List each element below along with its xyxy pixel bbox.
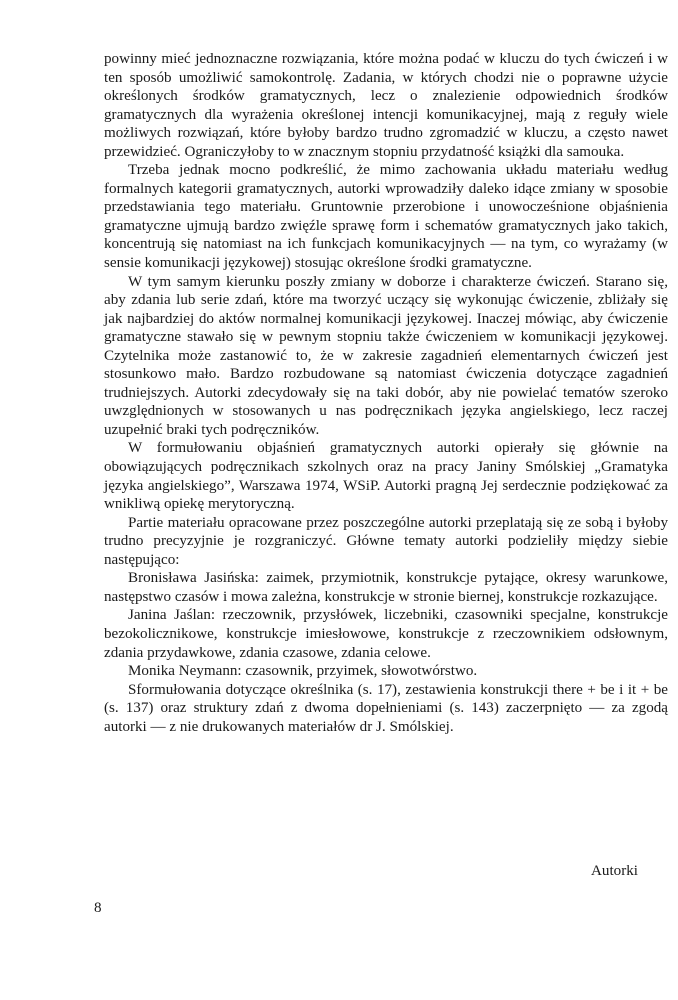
paragraph: Monika Neymann: czasownik, przyimek, słowotwórstwo. (128, 663, 478, 680)
paragraph: Sformułowania dotyczące określnika (s. 17), zestawienia konstrukcji there + be i it + be (s. 137) oraz struktury zdań z dwoma dopełnieniami (s. 143) zaczerpnięto — za zgodą autorki — z nie drukowanych materiałów dr J. Smólskiej. (104, 681, 668, 735)
paragraph: powinny mieć jednoznaczne rozwiązania, które można podać w kluczu do tych ćwiczeń i w ten sposób umożliwić samokontrolę. Zadania, w których chodzi nie o poprawne użycie określonych środków gramatycznych, lecz o znalezienie odpowiednich środków gramatycznych dla wyrażenia określonej intencji komunikacyjnej, mają z reguły wiele możliwych rozwiązań, które byłoby bardzo trudno zgromadzić w kluczu, a często nawet przewidzieć. Ograniczyłoby to w znacznym stopniu przydatność książki dla samouka. (104, 51, 668, 160)
paragraph: W formułowaniu objaśnień gramatycznych autorki opierały się głównie na obowiązujących podręcznikach szkolnych oraz na pracy Janiny Smólskiej „Gramatyka języka angielskiego”, Warszawa 1974, WSiP. Autorki pragną Jej serdecznie podziękować za wnikliwą opiekę merytoryczną. (104, 440, 668, 513)
paragraph: Bronisława Jasińska: zaimek, przymiotnik, konstrukcje pytające, okresy warunkowe, następstwo czasów i mowa zależna, konstrukcje w stronie biernej, konstrukcje rozkazujące. (104, 570, 668, 605)
paragraph: Janina Jaślan: rzeczownik, przysłówek, liczebniki, czasowniki specjalne, konstrukcje bezokolicznikowe, konstrukcje imiesłowowe, konstrukcje z rzeczownikiem odsłownym, zdania przydawkowe, zdania czasowe, zdania celowe. (104, 607, 668, 661)
paragraph: W tym samym kierunku poszły zmiany w doborze i charakterze ćwiczeń. Starano się, aby zdania lub serie zdań, które ma tworzyć uczący się wykonując ćwiczenie, zbliżały się jak najbardziej do aktów normalnej komunikacji językowej. Inaczej mówiąc, aby ćwiczenie gramatyczne stawało się w pewnym stopniu także ćwiczeniem w komunikacji językowej. Czytelnika może zastanowić to, że w zakresie zagadnień elementarnych ćwiczeń jest stosunkowo mało. Bardzo rozbudowane są natomiast ćwiczenia dotyczące zagadnień trudniejszych. Autorki zdecydowały się na taki dobór, aby nie powielać tematów szeroko uwzględnionych w stosowanych u nas podręcznikach języka angielskiego, lecz raczej uzupełnić braki tych podręczników. (104, 273, 668, 438)
signature: Autorki (591, 863, 638, 879)
paragraph: Partie materiału opracowane przez poszczególne autorki przeplatają się ze sobą i byłoby trudno precyzyjnie je rozgraniczyć. Główne tematy autorki podzieliły między siebie następująco: (104, 514, 668, 568)
body-text (104, 50, 668, 736)
page-number: 8 (94, 900, 102, 916)
paragraph: Trzeba jednak mocno podkreślić, że mimo zachowania układu materiału według formalnych kategorii gramatycznych, autorki wprowadziły daleko idące zmiany w sposobie przedstawiania tego materiału. Gruntownie przerobione i unowocześnione objaśnienia gramatyczne ujmują bardzo zwięźle sprawę form i schematów gramatycznych jako takich, koncentrują się natomiast na ich funkcjach komunikacyjnych — na tym, co wyrażamy (w sensie komunikacji językowej) stosując określone środki gramatyczne. (104, 162, 668, 272)
